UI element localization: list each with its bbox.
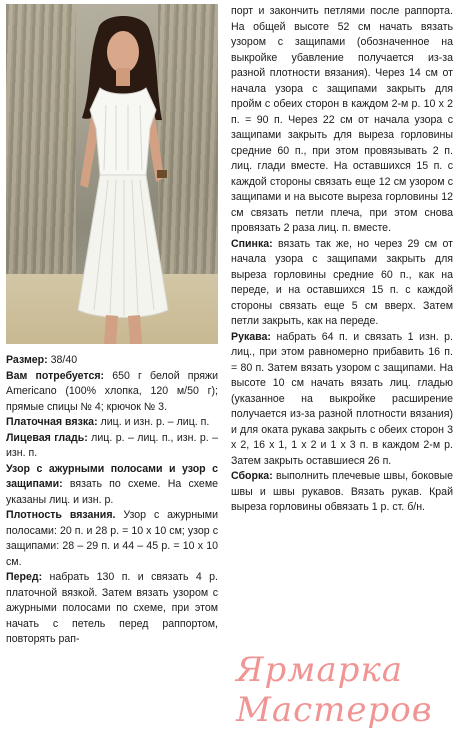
front-continued-paragraph: порт и закончить петлями после раппорта. На общей высоте 52 см начать вязать узором с защипами (обозначенное на выкройке убавление получается из-за разной плотности вязания). Через 14 см от начала узора с защипами закрыть для пройм с обеих сторон в каждом 2-м р. 10 х 2 п. = 90 п. Через 22 см от начала узора с защипами закрыть для выреза горловины средние 60 п., при этом провязывать 2 п. лиц. глади вместе. На оставшихся 15 п. с каждой стороны связать еще 12 см узором с защипами и на высоте выреза горловины 12 см связать петли плеча, при этом снова провязать 2 раза лиц. п. вместе.: [231, 5, 453, 234]
stockinette-paragraph: Лицевая гладь: лиц. р. – лиц. п., изн. р. – изн. п.: [6, 431, 218, 459]
instructions-right-column: [231, 4, 453, 516]
garter-stitch-paragraph: Платочная вязка: лиц. и изн. р. – лиц. п.: [6, 416, 210, 428]
gauge-paragraph: Плотность вязания. Узор с ажурными полосами: 20 п. и 28 р. = 10 х 10 см; узор с защипами: 28 – 29 п. и 44 – 45 р. = 10 х 10 см.: [6, 509, 218, 568]
pattern-paragraph: Узор с ажурными полосами и узор с защипами: вязать по схеме. На схеме указаны лиц. и изн. р.: [6, 462, 218, 506]
size-line: Размер: 38/40: [6, 354, 78, 366]
watermark-logo: Ярмарка Мастеров: [236, 650, 433, 730]
sleeves-paragraph: Рукава: набрать 64 п. и связать 1 изн. р. лиц., при этом равномерно прибавить 16 п. = 80 п. Затем вязать узором с защипами. На высоте 10 см начать вязать лиц. гладью (указанное на выкройке расширение получается из-за разной плотности вязания) и для оката рукава закрыть с обеих сторон 3 х 2, 16 х 1, 1 х 2 и 1 х 3 п. в каждом 2-м р. Затем закрыть оставшиеся 26 п.: [231, 330, 453, 467]
woman-in-white-dress-illustration: [58, 10, 188, 344]
assembly-paragraph: Сборка: выполнить плечевые швы, боковые швы и швы рукавов. Вязать рукав. Край выреза горловины обвязать 1 р. ст. б/н.: [231, 470, 453, 513]
back-paragraph: Спинка: вязать так же, но через 29 см от начала узора с защипами закрыть для выреза горловины средние 60 п., как на переде, и на оставшихся 15 п. с каждой стороны связать еще 5 см вверх. Затем петли закрыть, как на переде.: [231, 237, 453, 327]
materials-and-instructions-left: [6, 353, 218, 648]
model-photo: [6, 4, 218, 344]
front-paragraph: Перед: набрать 130 п. и связать 4 р. платочной вязкой. Затем вязать узором с ажурными полосами по схеме, при этом начать с петель перед раппортом, повторять рап-: [6, 571, 218, 645]
materials-paragraph: Вам потребуется: 650 г белой пряжи Americano (100% хлопка, 120 м/50 г); прямые спицы № 4; крючок № 3.: [6, 369, 218, 413]
